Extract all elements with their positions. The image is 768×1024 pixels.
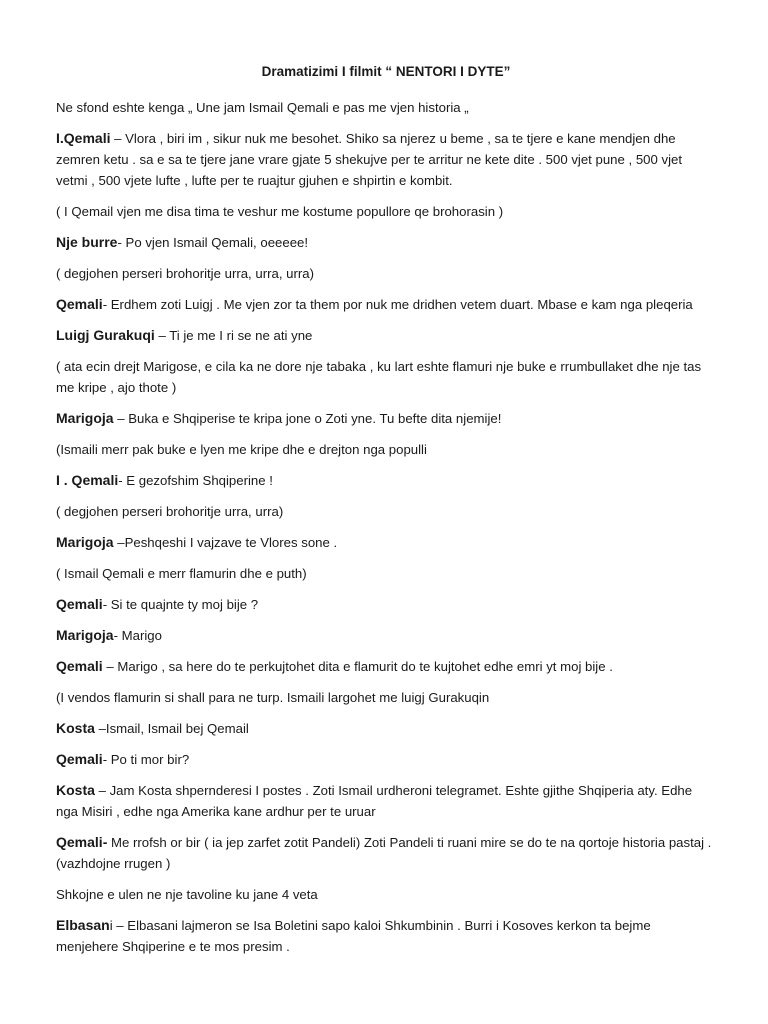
dialogue-text: - Po vjen Ismail Qemali, oeeeee! [117, 235, 309, 250]
dialogue-text: – Buka e Shqiperise te kripa jone o Zoti yne. Tu befte dita njemije! [113, 411, 502, 426]
stage-direction: ( degjohen perseri brohoritje urra, urra, urra) [56, 266, 315, 281]
document-page [56, 62, 716, 967]
dialogue-line [56, 718, 716, 739]
dialogue-line [56, 625, 716, 646]
dialogue-text: - Marigo [113, 628, 162, 643]
document-body [56, 97, 716, 957]
dialogue-text: - Po ti mor bir? [102, 752, 190, 767]
dialogue-text: - Erdhem zoti Luigj . Me vjen zor ta them por nuk me dridhen vetem duart. Mbase e kam nga pleqeria [102, 297, 693, 312]
dialogue-line [56, 532, 716, 553]
speaker-name: I . Qemali [56, 472, 119, 488]
speaker-name: Qemali [56, 751, 103, 767]
speaker-name: I.Qemali [56, 130, 111, 146]
speaker-name: Luigj Gurakuqi [56, 327, 155, 343]
dialogue-line [56, 232, 716, 253]
dialogue-text: –Ismail, Ismail bej Qemail [94, 721, 249, 736]
stage-direction: ( ata ecin drejt Marigose, e cila ka ne dore nje tabaka , ku lart eshte flamuri nje buke e rrumbullaket dhe nje tas me kripe , ajo thote ) [56, 359, 702, 395]
stage-direction: Shkojne e ulen ne nje tavoline ku jane 4 veta [56, 887, 318, 902]
speaker-name: Marigoja [56, 410, 114, 426]
dialogue-line [56, 294, 716, 315]
dialogue-line [56, 656, 716, 677]
stage-direction: (Ismaili merr pak buke e lyen me kripe dhe e drejton nga populli [56, 442, 427, 457]
dialogue-text: – Jam Kosta shpernderesi I postes . Zoti Ismail urdheroni telegramet. Eshte gjithe Shqiperia aty. Edhe nga Misiri , edhe nga Amerika kane ardhur per te uruar [56, 783, 693, 819]
speaker-name: Qemali [56, 596, 103, 612]
dialogue-line [56, 749, 716, 770]
stage-direction: ( degjohen perseri brohoritje urra, urra) [56, 504, 284, 519]
stage-direction: ( Ismail Qemali e merr flamurin dhe e puth) [56, 566, 307, 581]
dialogue-text: – Ti je me I ri se ne ati yne [154, 328, 313, 343]
dialogue-line [56, 408, 716, 429]
speaker-name: Qemali [56, 296, 103, 312]
dialogue-line [56, 915, 716, 957]
speaker-name: Marigoja [56, 534, 114, 550]
dialogue-text: - E gezofshim Shqiperine ! [118, 473, 273, 488]
dialogue-line [56, 470, 716, 491]
document-title: Dramatizimi I filmit “ NENTORI I DYTE” [261, 64, 511, 79]
speaker-name: Elbasan [56, 917, 110, 933]
speaker-name: Marigoja [56, 627, 114, 643]
dialogue-text: i – Elbasani lajmeron se Isa Boletini sapo kaloi Shkumbinin . Burri i Kosoves kerkon ta bejme menjehere Shqiperine e te mos presim . [56, 918, 651, 954]
dialogue-text: - Si te quajnte ty moj bije ? [102, 597, 259, 612]
dialogue-line [56, 832, 716, 874]
speaker-name: Kosta [56, 782, 95, 798]
dialogue-line [56, 128, 716, 191]
dialogue-text: –Peshqeshi I vajzave te Vlores sone . [113, 535, 338, 550]
speaker-name: Qemali- [56, 834, 108, 850]
stage-direction: (I vendos flamurin si shall para ne turp. Ismaili largohet me luigj Gurakuqin [56, 690, 490, 705]
stage-direction: Ne sfond eshte kenga „ Une jam Ismail Qemali e pas me vjen historia „ [56, 100, 469, 115]
stage-direction: ( I Qemail vjen me disa tima te veshur me kostume popullore qe brohorasin ) [56, 204, 504, 219]
speaker-name: Nje burre [56, 234, 118, 250]
dialogue-line [56, 594, 716, 615]
dialogue-line [56, 780, 716, 822]
dialogue-text: – Vlora , biri im , sikur nuk me besohet. Shiko sa njerez u beme , sa te tjere e kane mendjen dhe zemren ketu . sa e sa te tjere jane vrare gjate 5 shekujve per te arritur ne kete dite . 500 vjet pune , 500 vjet vetmi , 500 vjete lufte , lufte per te ruajtur gjuhen e shpirtin e kombit. [56, 131, 683, 188]
dialogue-line [56, 325, 716, 346]
dialogue-text: Me rrofsh or bir ( ia jep zarfet zotit Pandeli) Zoti Pandeli ti ruani mire se do te na qortoje historia pastaj . (vazhdojne rrugen ) [56, 835, 712, 871]
speaker-name: Qemali [56, 658, 103, 674]
speaker-name: Kosta [56, 720, 95, 736]
dialogue-text: – Marigo , sa here do te perkujtohet dita e flamurit do te kujtohet edhe emri yt moj bije . [102, 659, 613, 674]
